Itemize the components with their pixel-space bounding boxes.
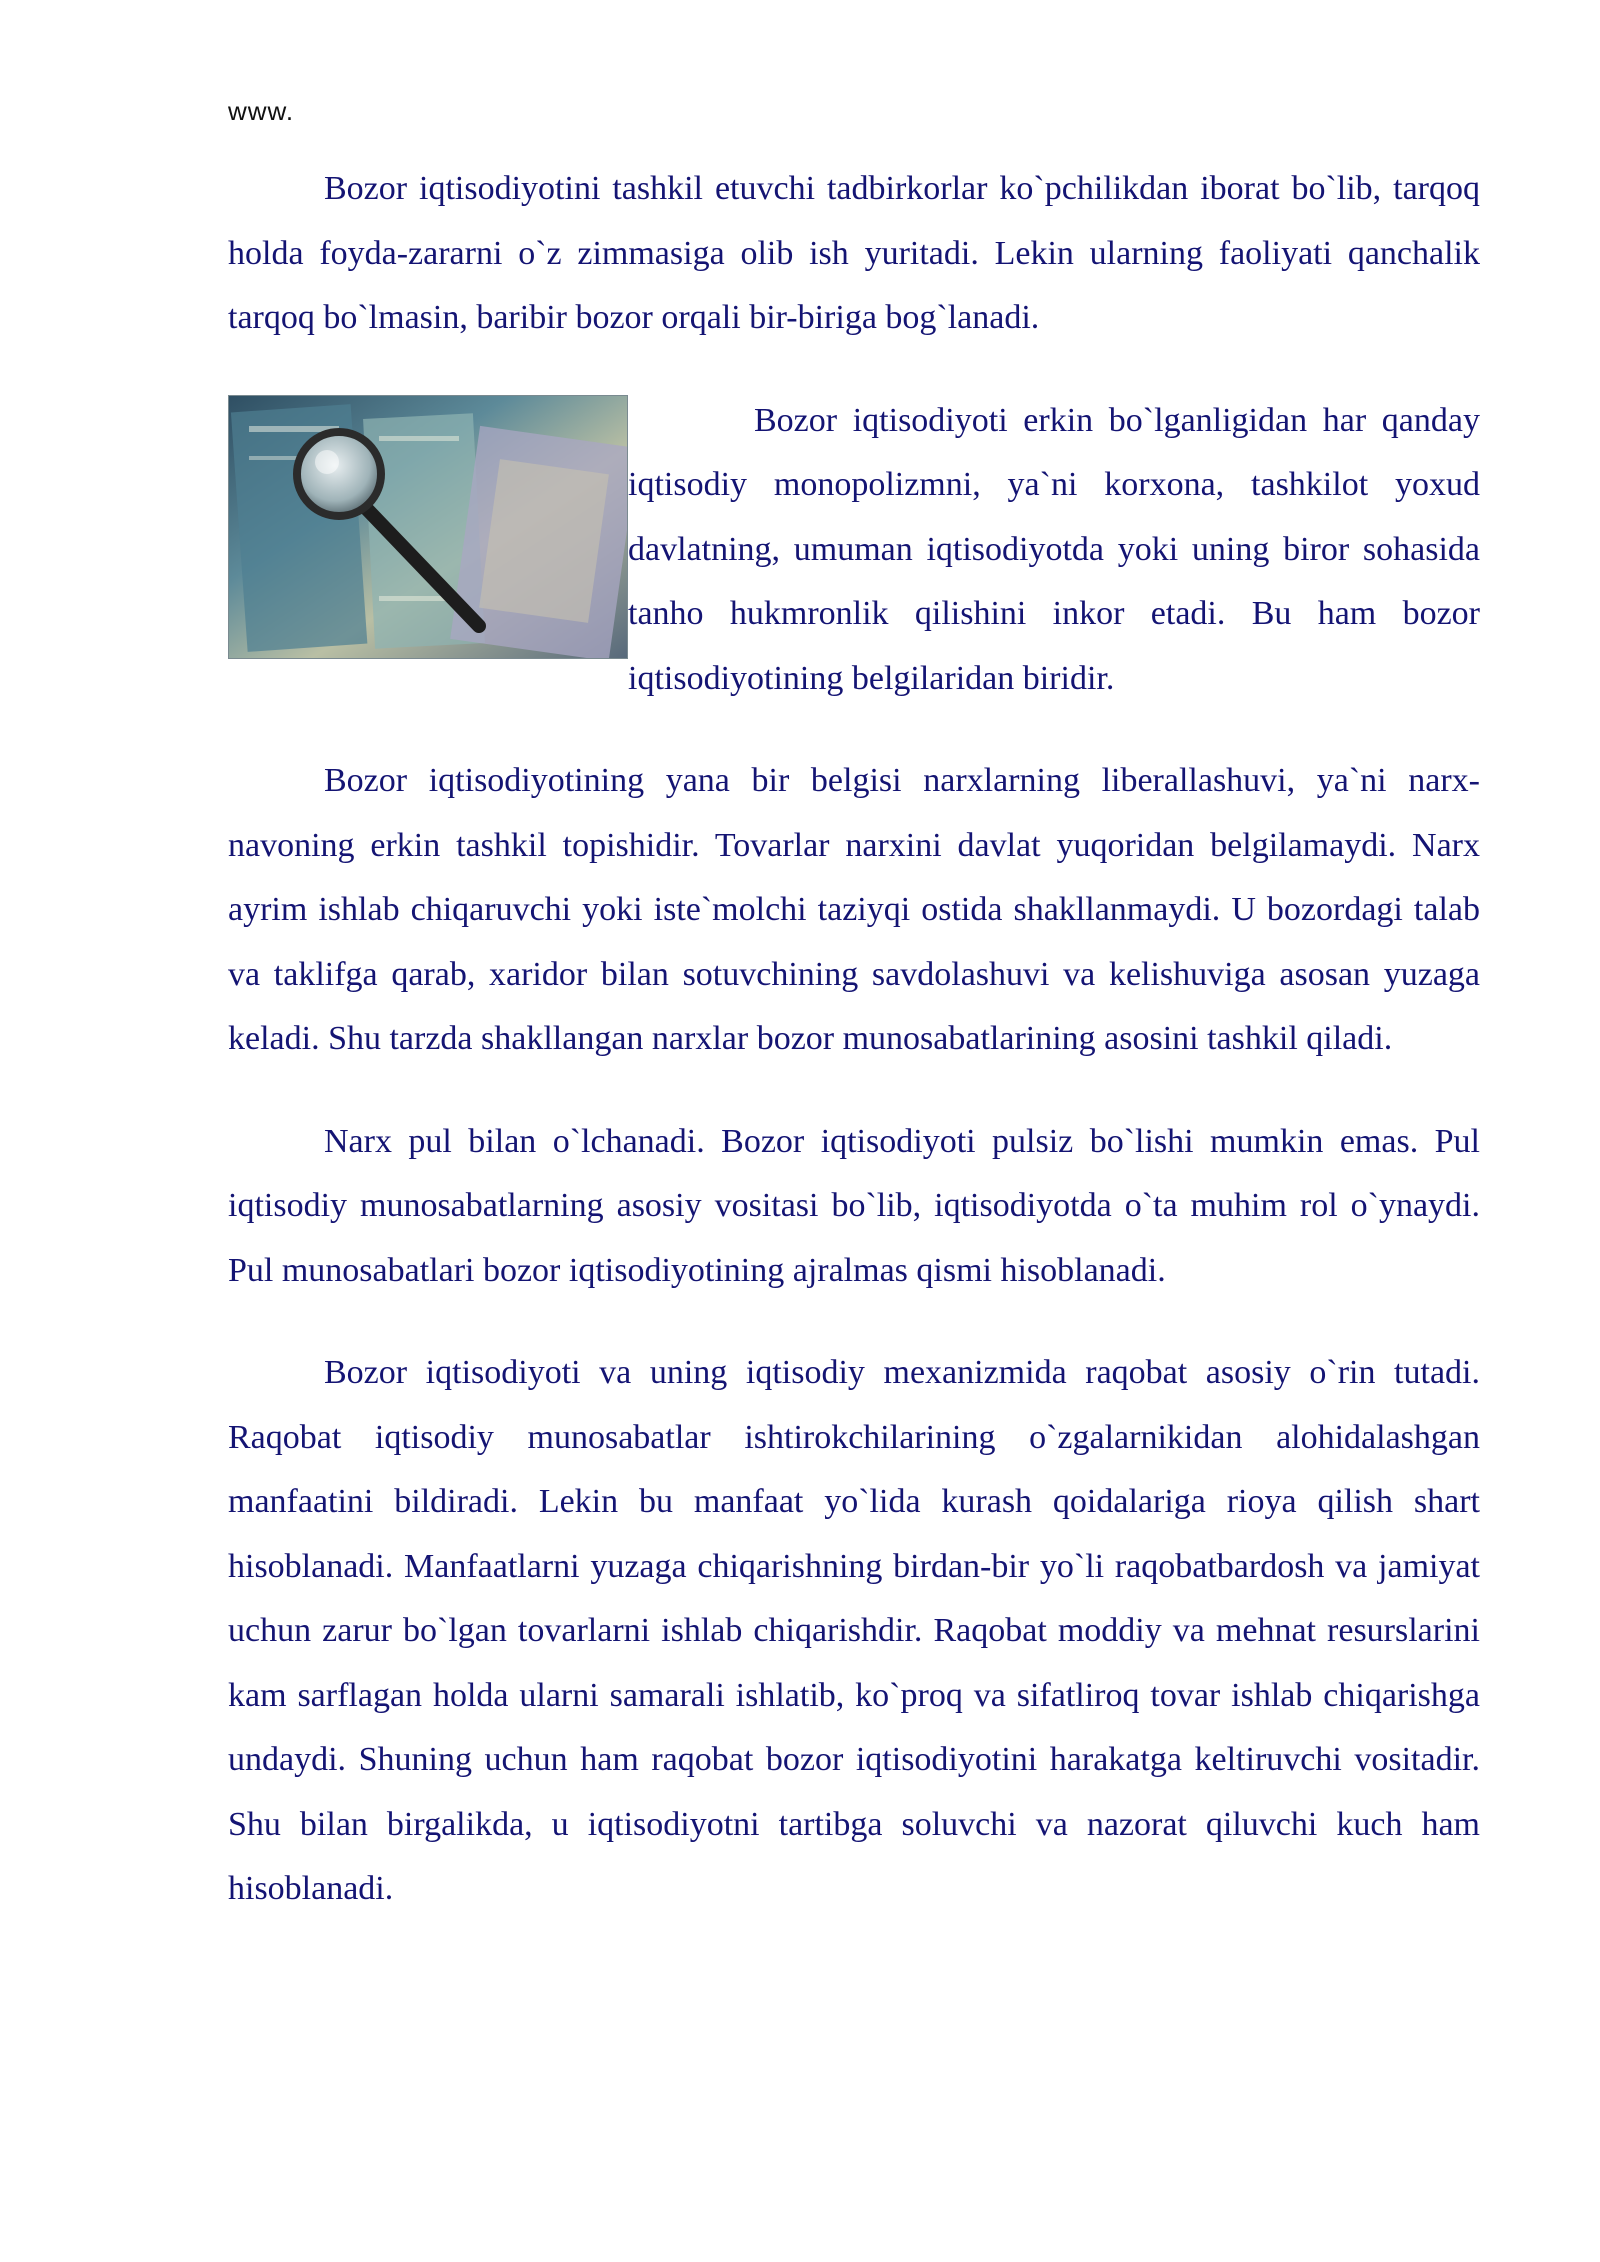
paragraph-2-text: Bozor iqtisodiyoti erkin bo`lganligidan har qanday iqtisodiy monopolizmni, ya`ni korxona, tashkilot yoxud davlatning, umuman iqtisodiyotda yoki uning biror sohasida tanho hukmronlik qilishini inkor etadi. Bu ham bozor iqtisodiyotining belgilaridan biridir. (628, 401, 1480, 697)
header-url: www. (228, 96, 295, 126)
paragraph-3: Bozor iqtisodiyotining yana bir belgisi narxlarning liberallashuvi, ya`ni narx-navoning erkin tashkil topishidir. Tovarlar narxini davlat yuqoridan belgilamaydi. Narx ayrim ishlab chiqaruvchi yoki iste`molchi taziyqi ostida shakllanmaydi. U bozordagi talab va taklifga qarab, xaridor bilan sotuvchining savdolashuvi va kelishuviga asosan yuzaga keladi. Shu tarzda shakllangan narxlar bozor munosabatlarining asosini tashkil qiladi. (228, 762, 1480, 1057)
paragraph-2-with-figure (228, 389, 1480, 712)
paragraph-4: Narx pul bilan o`lchanadi. Bozor iqtisodiyoti pulsiz bo`lishi mumkin emas. Pul iqtisodiy munosabatlarning asosiy vositasi bo`lib, iqtisodiyotda o`ta muhim rol o`ynaydi. Pul munosabatlari bozor iqtisodiyotining ajralmas qismi hisoblanadi. (228, 1122, 1480, 1289)
paragraph-1: Bozor iqtisodiyotini tashkil etuvchi tadbirkorlar ko`pchilikdan iborat bo`lib, tarqoq holda foyda-zararni o`z zimmasiga olib ish yuritadi. Lekin ularning faoliyati qanchalik tarqoq bo`lmasin, baribir bozor orqali bir-biriga bog`lanadi. (228, 170, 1480, 336)
document-body (228, 157, 1480, 1960)
magnifier-banknotes-image (228, 395, 628, 659)
paragraph-5: Bozor iqtisodiyoti va uning iqtisodiy mexanizmida raqobat asosiy o`rin tutadi. Raqobat iqtisodiy munosabatlar ishtirokchilarining o`zgalarnikidan alohidalashgan manfaatini bildiradi. Lekin bu manfaat yo`lida kurash qoidalariga rioya qilish shart hisoblanadi. Manfaatlarni yuzaga chiqarishning birdan-bir yo`li raqobatbardosh va jamiyat uchun zarur bo`lgan tovarlarni ishlab chiqarishdir. Raqobat moddiy va mehnat resurslarini kam sarflagan holda ularni samarali ishlatib, ko`proq va sifatliroq tovar ishlab chiqarishga undaydi. Shuning uchun ham raqobat bozor iqtisodiyotini harakatga keltiruvchi vositadir. Shu bilan birgalikda, u iqtisodiyotni tartibga soluvchi va nazorat qiluvchi kuch ham hisoblanadi. (228, 1354, 1480, 1907)
magnifier-image-art (229, 396, 628, 659)
